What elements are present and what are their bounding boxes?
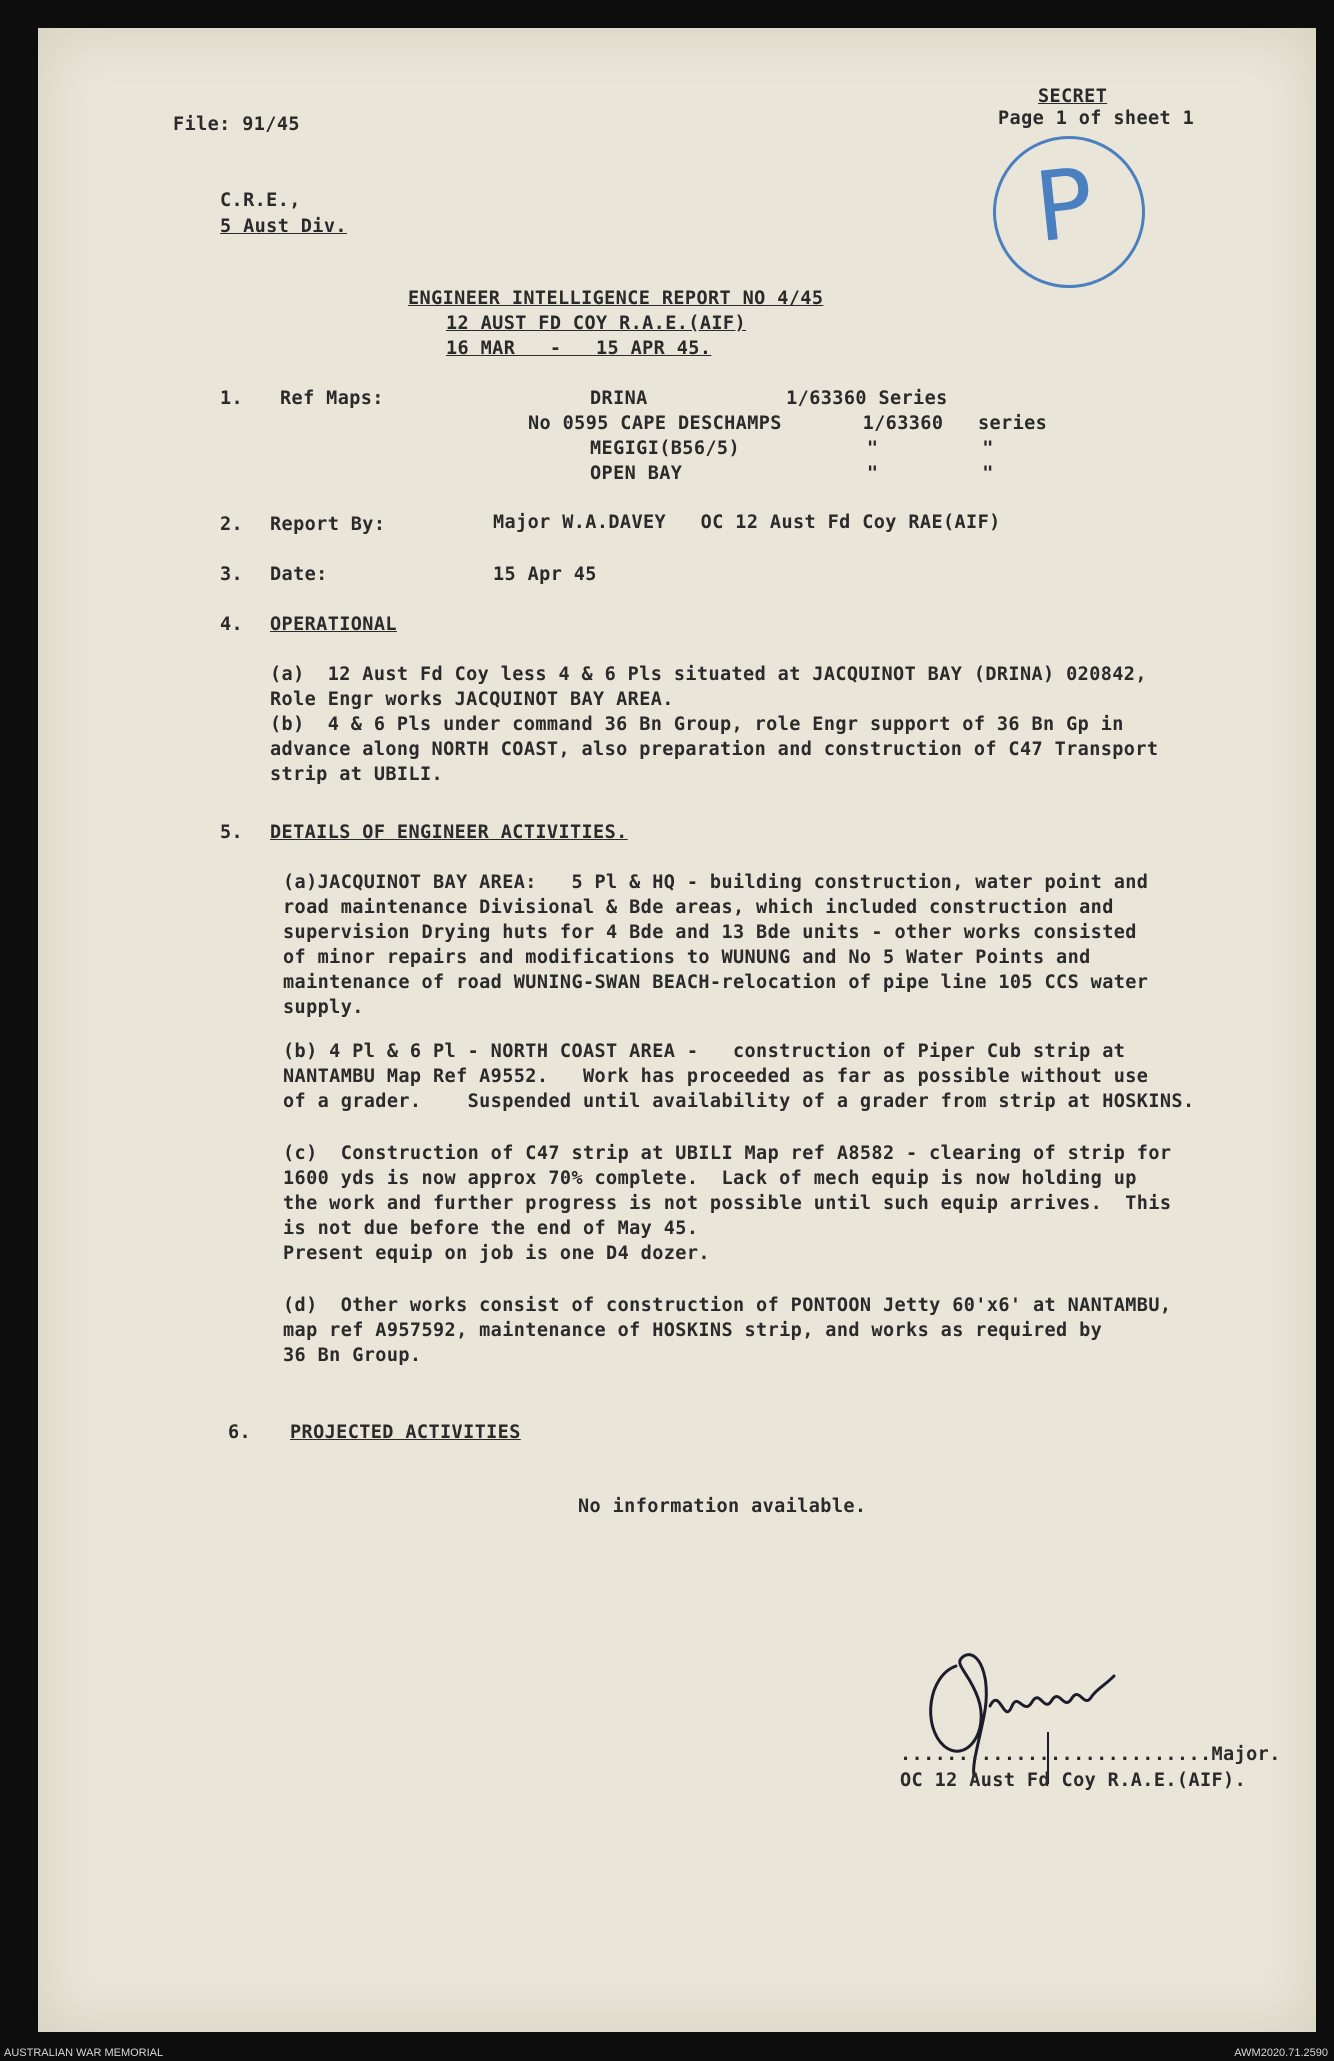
paragraph-line: of minor repairs and modifications to WUNUNG and No 5 Water Points and [283,947,1091,968]
paragraph-line: Present equip on job is one D4 dozer. [283,1243,710,1264]
signature-line: ...........................Major. [900,1744,1281,1765]
file-reference: File: 91/45 [173,114,300,135]
report-unit: 12 AUST FD COY R.A.E.(AIF) [446,313,746,334]
paragraph-line: Role Engr works JACQUINOT BAY AREA. [270,689,674,710]
section-number: 2. [220,514,244,535]
paragraph-line: of a grader. Suspended until availability of a grader from strip at HOSKINS. [283,1091,1195,1112]
ref-map-line: DRINA 1/63360 Series [590,388,948,409]
paragraph-line: (b) 4 & 6 Pls under command 36 Bn Group, role Engr support of 36 Bn Gp in [270,714,1124,735]
paragraph-line: (d) Other works consist of construction of PONTOON Jetty 60'x6' at NANTAMBU, [283,1295,1172,1316]
section-label: Report By: [270,514,386,535]
paragraph-line: the work and further progress is not possible until such equip arrives. This [283,1193,1172,1214]
section-number: 3. [220,564,244,585]
report-date: 15 Apr 45 [493,564,597,585]
paragraph-line: NANTAMBU Map Ref A9552. Work has proceeded as far as possible without use [283,1066,1149,1087]
stamp-circle [985,128,1152,295]
paragraph-line: supply. [283,997,364,1018]
section-label: Ref Maps: [280,388,384,409]
footer-left: AUSTRALIAN WAR MEMORIAL [4,2047,164,2059]
paragraph-line: maintenance of road WUNING-SWAN BEACH-relocation of pipe line 105 CCS water [283,972,1149,993]
paragraph-line: (c) Construction of C47 strip at UBILI Map ref A8582 - clearing of strip for [283,1143,1172,1164]
paragraph-line: road maintenance Divisional & Bde areas, which included construction and [283,897,1114,918]
paragraph-line: map ref A957592, maintenance of HOSKINS strip, and works as required by [283,1320,1103,1341]
addressee-line1: C.R.E., [220,190,301,211]
report-title: ENGINEER INTELLIGENCE REPORT NO 4/45 [408,288,824,309]
report-period: 16 MAR - 15 APR 45. [446,338,712,359]
ref-map-line: MEGIGI(B56/5) " " [590,438,994,459]
paragraph-line: (a)JACQUINOT BAY AREA: 5 Pl & HQ - building construction, water point and [283,872,1149,893]
ref-map-line: OPEN BAY " " [590,463,994,484]
stamp-letter: P [1029,146,1099,265]
section-number: 6. [228,1422,252,1443]
section-label: Date: [270,564,328,585]
classification-marking: SECRET [1038,86,1108,107]
no-information-text: No information available. [578,1496,867,1517]
section-number: 4. [220,614,244,635]
paragraph-line: (b) 4 Pl & 6 Pl - NORTH COAST AREA - construction of Piper Cub strip at [283,1041,1126,1062]
section-number: 5. [220,822,244,843]
page-number: Page 1 of sheet 1 [998,108,1195,129]
report-author: Major W.A.DAVEY OC 12 Aust Fd Coy RAE(AIF) [493,512,1001,533]
addressee-line2: 5 Aust Div. [220,216,347,237]
section-heading: OPERATIONAL [270,614,397,635]
paragraph-line: 1600 yds is now approx 70% complete. Lack of mech equip is now holding up [283,1168,1137,1189]
signatory-title: OC 12 Aust Fd Coy R.A.E.(AIF). [900,1770,1247,1791]
ref-map-line: No 0595 CAPE DESCHAMPS 1/63360 series [528,413,1048,434]
paragraph-line: strip at UBILI. [270,764,444,785]
paragraph-line: advance along NORTH COAST, also preparation and construction of C47 Transport [270,739,1159,760]
paragraph-line: supervision Drying huts for 4 Bde and 13 Bde units - other works consisted [283,922,1137,943]
document-sheet [38,28,1316,2032]
footer-right: AWM2020.71.2590 [1234,2047,1328,2059]
section-heading: DETAILS OF ENGINEER ACTIVITIES. [270,822,628,843]
section-number: 1. [220,388,244,409]
paragraph-line: is not due before the end of May 45. [283,1218,699,1239]
paragraph-line: (a) 12 Aust Fd Coy less 4 & 6 Pls situated at JACQUINOT BAY (DRINA) 020842, [270,664,1147,685]
section-heading: PROJECTED ACTIVITIES [290,1422,521,1443]
paragraph-line: 36 Bn Group. [283,1345,422,1366]
